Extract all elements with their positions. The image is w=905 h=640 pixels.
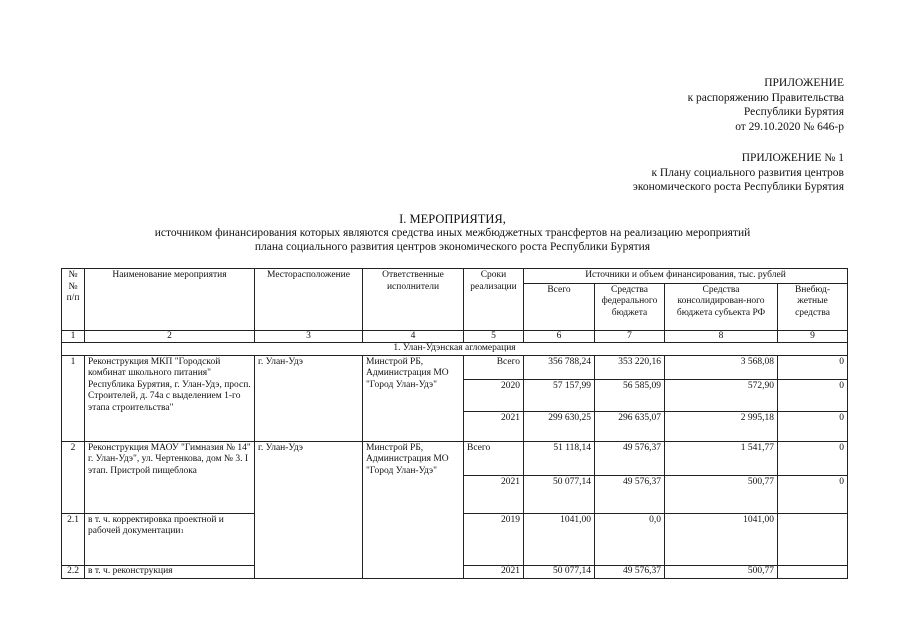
item-total: 356 788,24	[524, 355, 595, 379]
col-header-terms: Сроки реализации	[464, 269, 524, 331]
appendix-1-header	[633, 151, 844, 195]
item-consolidated: 500,77	[665, 565, 778, 578]
appendix-1-line: к Плану социального развития центров	[651, 166, 844, 179]
col-header-extrabudget: Внебюд-жетные средства	[778, 283, 848, 330]
item-term: 2021	[464, 565, 524, 578]
appendix-title: ПРИЛОЖЕНИЕ	[764, 77, 844, 89]
table-header-row	[62, 269, 848, 284]
col-header-federal: Средства федерального бюджета	[595, 283, 665, 330]
item-consolidated: 500,77	[665, 475, 778, 513]
document-subtitle: источником финансирования которых являются средства иных межбюджетных трансфертов на реализацию мероприятий	[154, 227, 751, 239]
item-extrabudget: 0	[778, 411, 848, 441]
appendix-line: к распоряжению Правительства	[687, 91, 844, 104]
item-location: г. Улан-Удэ	[255, 441, 363, 578]
item-total: 299 630,25	[524, 411, 595, 441]
item-total: 51 118,14	[524, 441, 595, 475]
item-consolidated: 1 541,77	[665, 441, 778, 475]
item-extrabudget: 0	[778, 379, 848, 411]
col-header-consolidated: Средства консолидирован-ного бюджета субъекта РФ	[665, 283, 778, 330]
item-name: в т. ч. реконструкция	[85, 565, 255, 578]
col-header-name: Наименование мероприятия	[85, 269, 255, 331]
col-header-total: Всего	[524, 283, 595, 330]
table-row	[62, 355, 848, 379]
document-title: I. МЕРОПРИЯТИЯ,	[399, 212, 506, 226]
item-executors: Минстрой РБ, Администрация МО "Город Улан-Удэ"	[363, 355, 464, 441]
item-term: 2021	[464, 411, 524, 441]
item-consolidated: 1041,00	[665, 513, 778, 565]
item-extrabudget	[778, 565, 848, 578]
item-term: Всего	[464, 355, 524, 379]
appendix-header	[688, 76, 844, 134]
item-total: 1041,00	[524, 513, 595, 565]
item-extrabudget: 0	[778, 475, 848, 513]
col-header-num: №№ п/п	[62, 269, 85, 331]
column-number: 4	[363, 330, 464, 343]
item-number: 2.2	[62, 565, 85, 578]
column-number: 3	[255, 330, 363, 343]
item-extrabudget: 0	[778, 441, 848, 475]
appendix-1-title: ПРИЛОЖЕНИЕ № 1	[741, 152, 844, 164]
item-name-text: в т. ч. корректировка проектной и рабочей документации	[88, 514, 224, 536]
table-row	[62, 441, 848, 475]
item-consolidated: 3 568,08	[665, 355, 778, 379]
column-number: 6	[524, 330, 595, 343]
item-term: 2021	[464, 475, 524, 513]
document-subtitle: плана социального развития центров экономического роста Республики Бурятия	[254, 241, 651, 253]
section-title: 1. Улан-Удэнская агломерация	[62, 343, 848, 356]
item-extrabudget	[778, 513, 848, 565]
item-federal: 353 220,16	[595, 355, 665, 379]
item-federal: 296 635,07	[595, 411, 665, 441]
item-federal: 49 576,37	[595, 565, 665, 578]
item-number: 2.1	[62, 513, 85, 565]
col-header-location: Месторасположение	[255, 269, 363, 331]
item-number: 1	[62, 355, 85, 441]
column-number: 1	[62, 330, 85, 343]
item-federal: 49 576,37	[595, 475, 665, 513]
column-number: 8	[665, 330, 778, 343]
footnote-mark: 1	[180, 528, 184, 535]
events-table	[61, 268, 848, 579]
column-number: 2	[85, 330, 255, 343]
item-name: Реконструкция МКП "Городской комбинат школьного питания" Республика Бурятия, г. Улан-Удэ, просп. Строителей, д. 74а с выделением 1-го этапа строительства"	[85, 355, 255, 441]
item-federal: 0,0	[595, 513, 665, 565]
item-federal: 49 576,37	[595, 441, 665, 475]
col-header-executors: Ответственные исполнители	[363, 269, 464, 331]
item-total: 57 157,99	[524, 379, 595, 411]
column-number-row	[62, 330, 848, 343]
item-term: 2019	[464, 513, 524, 565]
appendix-line: Республики Бурятия	[743, 106, 844, 118]
item-name: Реконструкция МАОУ "Гимназия № 14" г. Улан-Удэ", ул. Чертенкова, дом № 3. I этап. Пристрой пищеблока	[85, 441, 255, 513]
item-total: 50 077,14	[524, 565, 595, 578]
item-executors: Минстрой РБ, Администрация МО "Город Улан-Удэ"	[363, 441, 464, 578]
item-term: Всего	[464, 441, 524, 475]
item-name	[85, 513, 255, 565]
section-row	[62, 343, 848, 356]
column-number: 5	[464, 330, 524, 343]
item-term: 2020	[464, 379, 524, 411]
item-number: 2	[62, 441, 85, 513]
appendix-1-line: экономического роста Республики Бурятия	[632, 181, 844, 193]
item-location: г. Улан-Удэ	[255, 355, 363, 441]
item-consolidated: 2 995,18	[665, 411, 778, 441]
col-header-sources: Источники и объем финансирования, тыс. рублей	[524, 269, 848, 284]
appendix-date: от 29.10.2020 № 646-р	[735, 120, 844, 133]
column-number: 7	[595, 330, 665, 343]
item-extrabudget: 0	[778, 355, 848, 379]
item-total: 50 077,14	[524, 475, 595, 513]
column-number: 9	[778, 330, 848, 343]
item-federal: 56 585,09	[595, 379, 665, 411]
item-consolidated: 572,90	[665, 379, 778, 411]
